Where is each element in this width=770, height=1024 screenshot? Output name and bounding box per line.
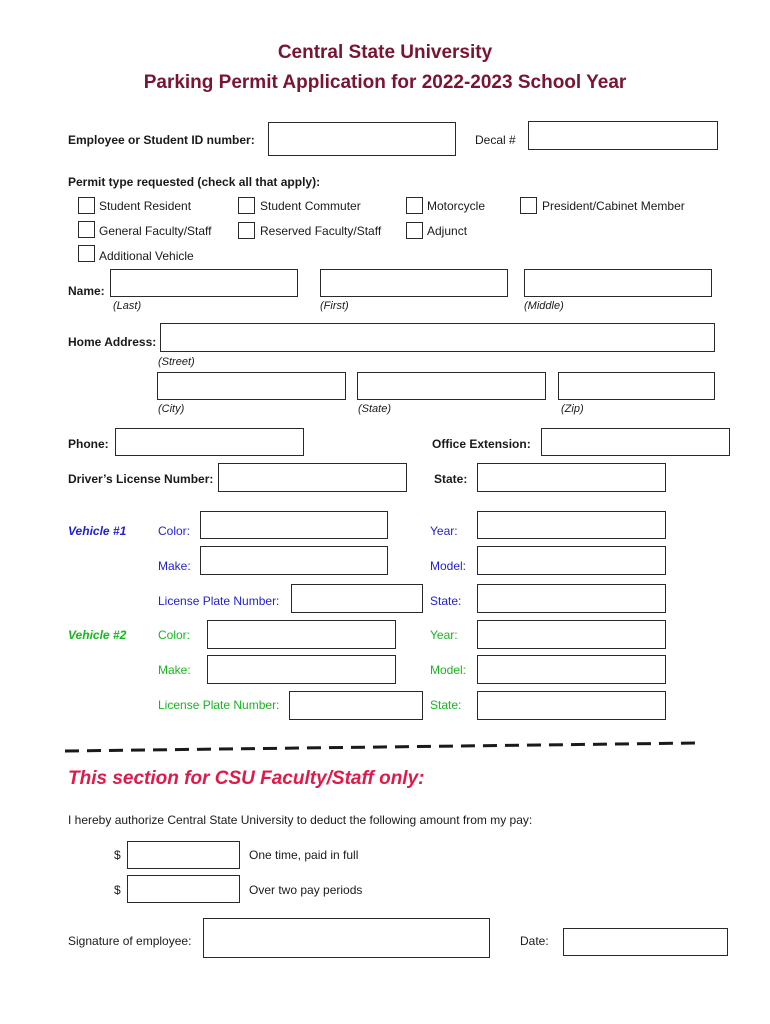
date-input[interactable] <box>563 928 728 956</box>
last-caption: (Last) <box>113 300 142 312</box>
vehicle1-year-input[interactable] <box>477 511 666 539</box>
label-student-commuter: Student Commuter <box>260 199 361 213</box>
street-caption: (Street) <box>158 356 195 368</box>
authorize-text: I hereby authorize Central State University to deduct the following amount from my pay: <box>68 813 533 827</box>
vehicle2-color-input[interactable] <box>207 620 396 649</box>
vehicle1-make-input[interactable] <box>200 546 388 575</box>
zip-input[interactable] <box>558 372 715 400</box>
name-label: Name: <box>68 284 105 298</box>
phone-label: Phone: <box>68 437 109 451</box>
checkbox-reserved-faculty[interactable] <box>238 222 255 239</box>
label-general-faculty: General Faculty/Staff <box>99 224 212 238</box>
license-label: Driver’s License Number: <box>68 472 214 486</box>
city-input[interactable] <box>157 372 346 400</box>
checkbox-adjunct[interactable] <box>406 222 423 239</box>
vehicle1-color-input[interactable] <box>200 511 388 539</box>
vehicle1-model-input[interactable] <box>477 546 666 575</box>
checkbox-student-commuter[interactable] <box>238 197 255 214</box>
staff-section-heading: This section for CSU Faculty/Staff only: <box>68 768 425 789</box>
checkbox-motorcycle[interactable] <box>406 197 423 214</box>
vehicle2-year-input[interactable] <box>477 620 666 649</box>
license-input[interactable] <box>218 463 407 492</box>
vehicle2-color-label: Color: <box>158 628 191 642</box>
id-label: Employee or Student ID number: <box>68 133 255 147</box>
vehicle2-state-label: State: <box>430 698 462 712</box>
city-caption: (City) <box>158 403 185 415</box>
label-additional-vehicle: Additional Vehicle <box>99 249 194 263</box>
vehicle1-plate-label: License Plate Number: <box>158 594 280 608</box>
signature-input[interactable] <box>203 918 490 958</box>
first-name-input[interactable] <box>320 269 508 297</box>
label-motorcycle: Motorcycle <box>427 199 486 213</box>
vehicle2-model-input[interactable] <box>477 655 666 684</box>
amount-one-time-input[interactable] <box>127 841 240 869</box>
office-ext-input[interactable] <box>541 428 730 456</box>
option-two-periods-label: Over two pay periods <box>249 883 363 897</box>
label-adjunct: Adjunct <box>427 224 468 238</box>
address-label: Home Address: <box>68 335 157 349</box>
middle-caption: (Middle) <box>524 300 564 312</box>
state-input[interactable] <box>357 372 546 400</box>
vehicle2-plate-label: License Plate Number: <box>158 698 280 712</box>
vehicle1-plate-input[interactable] <box>291 584 423 613</box>
office-ext-label: Office Extension: <box>432 437 531 451</box>
vehicle2-make-label: Make: <box>158 663 191 677</box>
vehicle1-state-input[interactable] <box>477 584 666 613</box>
decal-input[interactable] <box>528 121 718 150</box>
checkbox-general-faculty[interactable] <box>78 221 95 238</box>
zip-caption: (Zip) <box>561 403 584 415</box>
label-student-resident: Student Resident <box>99 199 192 213</box>
vehicle2-heading: Vehicle #2 <box>68 628 127 642</box>
checkbox-student-resident[interactable] <box>78 197 95 214</box>
checkbox-additional-vehicle[interactable] <box>78 245 95 262</box>
vehicle2-make-input[interactable] <box>207 655 396 684</box>
currency-symbol-1: $ <box>114 848 121 862</box>
date-label: Date: <box>520 934 549 948</box>
state-caption: (State) <box>358 403 392 415</box>
vehicle1-state-label: State: <box>430 594 462 608</box>
last-name-input[interactable] <box>110 269 298 297</box>
option-one-time-label: One time, paid in full <box>249 848 359 862</box>
dashed-divider <box>60 738 705 756</box>
vehicle1-color-label: Color: <box>158 524 191 538</box>
license-state-input[interactable] <box>477 463 666 492</box>
currency-symbol-2: $ <box>114 883 121 897</box>
vehicle2-model-label: Model: <box>430 663 467 677</box>
vehicle2-year-label: Year: <box>430 628 458 642</box>
form-subtitle: Parking Permit Application for 2022-2023 School Year <box>143 72 627 93</box>
vehicle2-state-input[interactable] <box>477 691 666 720</box>
signature-label: Signature of employee: <box>68 934 192 948</box>
amount-two-periods-input[interactable] <box>127 875 240 903</box>
label-president-cabinet: President/Cabinet Member <box>542 199 685 213</box>
street-input[interactable] <box>160 323 715 352</box>
checkbox-president-cabinet[interactable] <box>520 197 537 214</box>
vehicle1-model-label: Model: <box>430 559 467 573</box>
permit-heading: Permit type requested (check all that apply): <box>68 175 321 189</box>
label-reserved-faculty: Reserved Faculty/Staff <box>260 224 382 238</box>
form-title: Central State University <box>277 42 493 63</box>
vehicle1-make-label: Make: <box>158 559 191 573</box>
first-caption: (First) <box>320 300 349 312</box>
license-state-label: State: <box>434 472 468 486</box>
phone-input[interactable] <box>115 428 304 456</box>
middle-name-input[interactable] <box>524 269 712 297</box>
vehicle1-heading: Vehicle #1 <box>68 524 127 538</box>
vehicle1-year-label: Year: <box>430 524 458 538</box>
vehicle2-plate-input[interactable] <box>289 691 423 720</box>
id-input[interactable] <box>268 122 456 156</box>
decal-label: Decal # <box>475 133 516 147</box>
